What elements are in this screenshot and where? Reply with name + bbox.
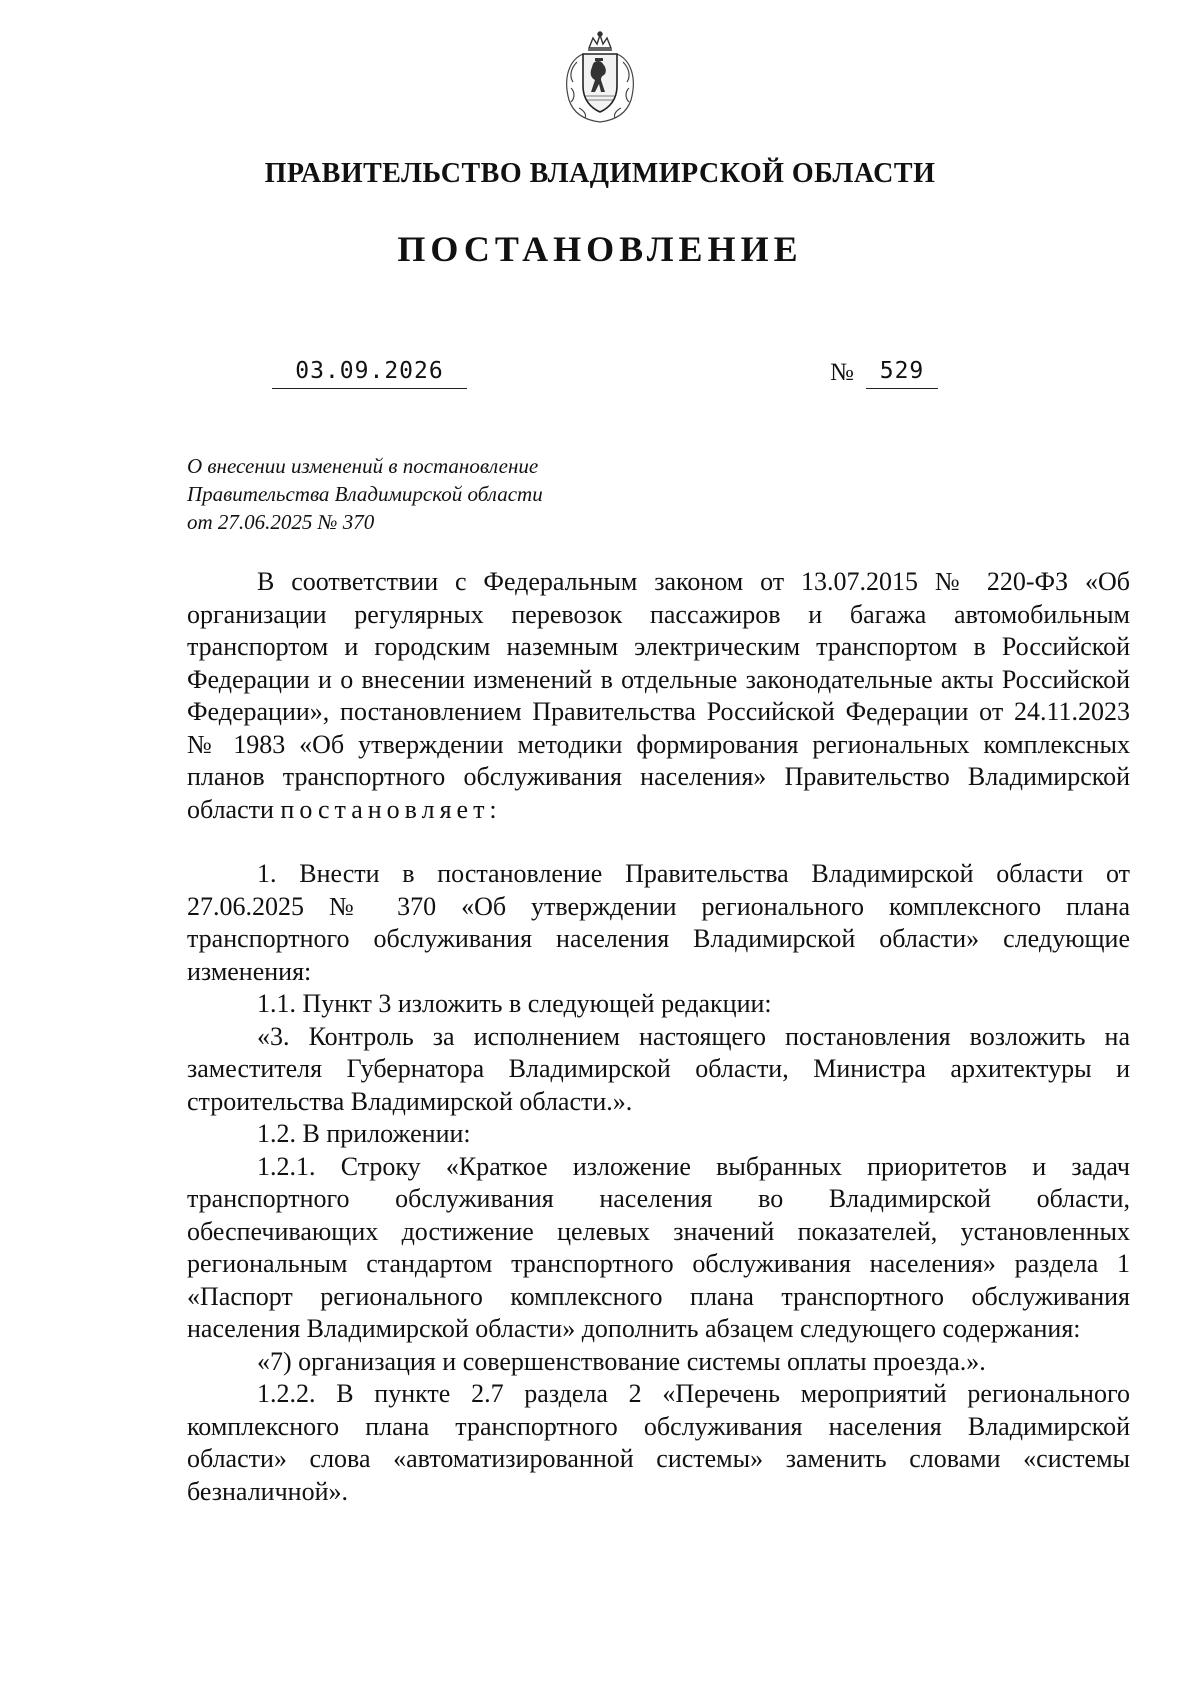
item-paragraph: «3. Контроль за исполнением настоящего постановления возложить на заместителя Губернатора Владимирской области, Министра архитектуры и строительства Владимирской области.». — [187, 1021, 1130, 1116]
item-paragraph: 1.2.1. Строку «Краткое изложение выбранных приоритетов и задач транспортного обслуживания населения во Владимирской области, обеспечивающих достижение целевых значений показателей, установленных региональным стандартом транспортного обслуживания населения» раздела 1 «Паспорт регионального комплексного плана транспортного обслуживания населения Владимирской области» дополнить абзацем следующего содержания: — [187, 1151, 1130, 1343]
item-paragraph: 1. Внести в постановление Правительства Владимирской области от 27.06.2025 № 370 «Об утверждении регионального комплексного плана транспортного обслуживания населения Владимирской области» следующие изменения: — [187, 859, 1130, 986]
subject-line: от 27.06.2025 № 370 — [187, 510, 375, 534]
item-paragraph: «7) организация и совершенствование системы оплаты проезда.». — [257, 1346, 986, 1376]
item-paragraph: 1.2. В приложении: — [257, 1119, 471, 1148]
subject-line: О внесении изменений в постановление — [187, 454, 539, 478]
item-paragraph: 1.1. Пункт 3 изложить в следующей редакции: — [257, 989, 772, 1018]
item-paragraph: 1.2.2. В пункте 2.7 раздела 2 «Перечень мероприятий регионального комплексного плана транспортного обслуживания населения Владимирской области» слова «автоматизированной системы» заменить словами «системы безналичной». — [187, 1379, 1130, 1506]
resolves-word: постановляет: — [280, 794, 502, 824]
document-number-label: № — [830, 359, 854, 386]
subject-line: Правительства Владимирской области — [187, 482, 543, 506]
document-subject — [187, 452, 647, 536]
document-type-title: ПОСТАНОВЛЕНИЕ — [397, 229, 803, 269]
organization-title: ПРАВИТЕЛЬСТВО ВЛАДИМИРСКОЙ ОБЛАСТИ — [264, 158, 936, 189]
preamble-paragraph — [187, 566, 1130, 826]
document-body — [187, 566, 1130, 1508]
coat-of-arms-icon — [555, 30, 645, 126]
document-date: 03.09.2026 — [272, 354, 467, 389]
preamble-text: В соответствии с Федеральным законом от 13.07.2015 № 220-ФЗ «Об организации регулярных перевозок пассажиров и багажа автомобильным транспортом и городским наземным электрическим транспортом в Российской Федерации и о внесении изменений в отдельные законодательные акты Российской Федерации», постановлением Правительства Российской Федерации от 24.11.2023 № 1983 «Об утверждении методики формирования региональных комплексных планов транспортного обслуживания населения» Правительство Владимирской области — [187, 567, 1130, 824]
document-number: 529 — [866, 354, 938, 389]
